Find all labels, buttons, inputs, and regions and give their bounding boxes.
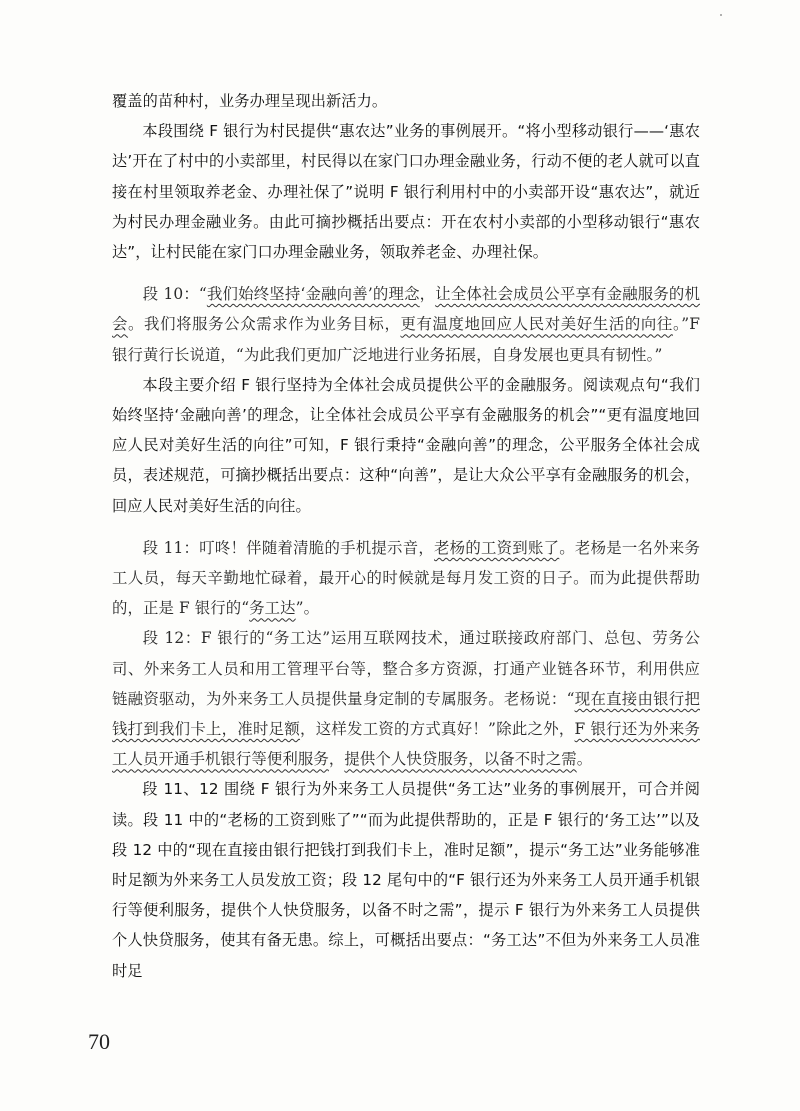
underlined-phrase: 提供个人快贷服务，以备不时之需: [344, 750, 577, 769]
text-run: ，: [419, 285, 436, 304]
underlined-phrase: 务工达: [249, 599, 296, 618]
text-run: 本段主要介绍 F 银行坚持为全体社会成员提供公平的金融服务。阅读观点句“我们始终坚持‘金融向善’的理念，让全体社会成员公平享有金融服务的机会”“更有温度地回应人民对美好生活的向往”可知，F 银行秉持“金融向善”的理念，公平服务全体社会成员，表述规范，可摘抄概括出要点：这种“向善”，是让大众公平享有金融服务的机会，回应人民对美好生活的向往。: [112, 375, 700, 515]
text-run: 段 11：叮咚！伴随着清脆的手机提示音，: [142, 538, 435, 557]
text-run: ，这样发工资的方式真好！”除此之外，: [300, 720, 575, 739]
source-paragraph-12: [112, 623, 700, 774]
source-paragraph-11: [112, 533, 700, 624]
scan-speck: [720, 14, 722, 16]
text-run: 。我们将服务公众需求作为业务目标，: [128, 315, 401, 334]
text-run: 。”F 银行黄行长说道，“为此我们更加广泛地进行业务拓展，自身发展也更具有韧性。”: [112, 315, 701, 364]
analysis-paragraph-11-12: [112, 774, 700, 985]
text-run: ，: [328, 750, 345, 769]
underlined-phrase: 现在直接由银行把钱打到我们卡上，准时足额: [112, 689, 700, 739]
underlined-phrase: 更有温度地回应人民对美好生活的向往: [400, 315, 673, 334]
text-run: 。: [576, 750, 593, 769]
text-run: 覆盖的苗种村，业务办理呈现出新活力。: [112, 92, 388, 110]
text-run: 本段围绕 F 银行为村民提供“惠农达”业务的事例展开。“将小型移动银行——‘惠农达’开在了村中的小卖部里，村民得以在家门口办理金融业务，行动不便的老人就可以直接在村里领取养老金、办理社保了”说明 F 银行利用村中的小卖部开设“惠农达”，就近为村民办理金融业务。由此可摘抄概括出要点：开在农村小卖部的小型移动银行“惠农达”，让村民能在家门口办理金融业务，领取养老金、办理社保。: [112, 122, 700, 262]
analysis-paragraph-huinongda: [112, 116, 700, 267]
text-run: ”。: [295, 599, 320, 618]
text-run: 段 10：“: [142, 285, 207, 304]
text-run: 段 12：F 银行的“务工达”运用互联网技术，通过联接政府部门、总包、劳务公司、外来务工人员和用工管理平台等，整合多方资源，打通产业链各环节，利用供应链融资驱动，为外来务工人员提供量身定制的专属服务。老杨说：“: [112, 629, 700, 708]
analysis-paragraph-10: [112, 370, 700, 521]
page-body: [112, 86, 700, 986]
text-run: 段 11、12 围绕 F 银行为外来务工人员提供“务工达”业务的事例展开，可合并阅读。段 11 中的“老杨的工资到账了”“而为此提供帮助的，正是 F 银行的‘务工达’”以及段 12 中的“现在直接由银行把钱打到我们卡上，准时足额”，提示“务工达”业务能够准时足额为外来务工人员发放工资；段 12 尾句中的“F 银行还为外来务工人员开通手机银行等便利服务，提供个人快贷服务，以备不时之需”，提示 F 银行为外来务工人员提供个人快贷服务，使其有备无患。综上，可概括出要点：“务工达”不但为外来务工人员准时足: [112, 780, 700, 980]
underlined-phrase: 我们始终坚持‘金融向善’的理念: [206, 285, 420, 304]
page-number: 70: [88, 1029, 110, 1054]
underlined-phrase: 让全体社会成员公平享有金融服务的机会: [112, 285, 700, 334]
text-run: 。老杨是一名外来务工人员，每天辛勤地忙碌着，最开心的时候就是每月发工资的日子。而为此提供帮助的，正是 F 银行的“: [112, 538, 700, 618]
underlined-phrase: 老杨的工资到账了: [434, 538, 560, 557]
underlined-phrase: F 银行还为外来务工人员开通手机银行等便利服务: [112, 720, 700, 769]
paragraph-continuation: [112, 86, 700, 116]
source-paragraph-10: [112, 279, 700, 370]
